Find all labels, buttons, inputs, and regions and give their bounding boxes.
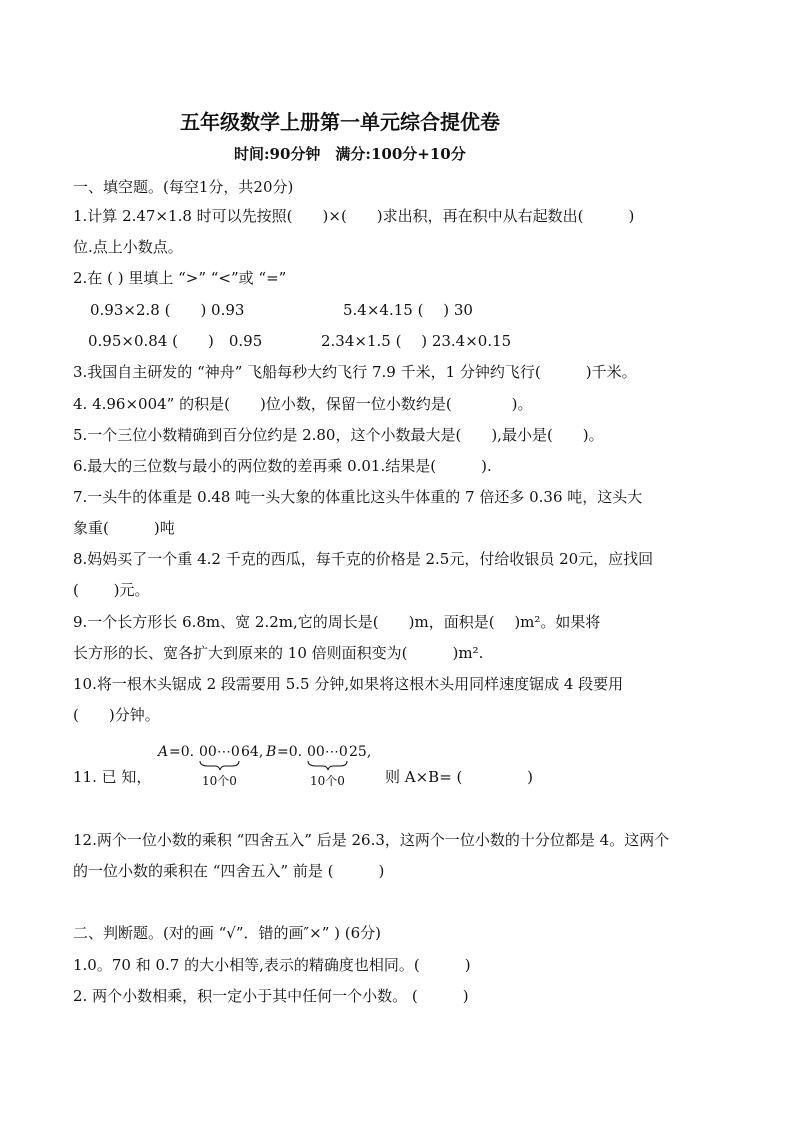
exam-time-score: 时间:90分钟 满分:100分+10分 [234,145,466,163]
question-12-line-2: 的一位小数的乘积在 “四舍五入” 前是 ( ) [73,862,385,880]
formula-a-eq: =0. [169,744,195,760]
judgement-2: 2. 两个小数相乘，积一定小于其中任何一个小数。 ( ) [73,987,469,1005]
question-8-line-1: 8.妈妈买了一个重 4.2 千克的西瓜，每千克的价格是 2.5元，付给收银员 20元，应找回 [73,550,654,568]
question-2-item-b: 5.4×4.15 ( ) 30 [343,301,473,319]
formula-b-label: B [266,744,277,760]
question-10-line-2: ( )分钟。 [73,706,160,724]
formula-b-eq: =0. [277,744,303,760]
question-8-line-2: ( )元。 [73,581,150,599]
formula-b-underbrace [308,761,347,770]
question-7-line-2: 象重( )吨 [73,519,175,537]
judgement-1: 1.0。70 和 0.7 的大小相等,表示的精确度也相同。( ) [73,956,471,974]
question-6: 6.最大的三位数与最小的两位数的差再乘 0.01.结果是( ). [73,457,492,475]
question-7-line-1: 7.一头牛的体重是 0.48 吨一头大象的体重比这头牛体重的 7 倍还多 0.36 吨，这头大 [73,488,643,506]
question-9-line-2: 长方形的长、宽各扩大到原来的 10 倍则面积变为( )m². [73,644,484,662]
formula-a-underbrace [200,761,239,770]
question-11-suffix: 则 A×B= ( ) [385,768,534,786]
question-2-item-d: 2.34×1.5 ( ) 23.4×0.15 [321,332,512,350]
question-3: 3.我国自主研发的 “神舟” 飞船每秒大约飞行 7.9 千米，1 分钟约飞行( )千米。 [73,363,637,381]
section-1-heading: 一、填空题。(每空1分，共20分) [73,178,294,196]
question-2-line-1: 2.在 ( ) 里填上 “>” “<”或 “=” [73,269,287,287]
question-5: 5.一个三位小数精确到百分位约是 2.80，这个小数最大是( ),最小是( )。 [73,426,604,444]
question-9-line-1: 9.一个长方形长 6.8m、宽 2.2m,它的周长是( )m，面积是( )m²。如果将 [73,613,601,631]
exam-title: 五年级数学上册第一单元综合提优卷 [180,110,500,134]
question-11-formula [158,740,398,792]
section-2-heading: 二、判断题。(对的画 “√”．错的画″×” ) (6分) [73,924,381,942]
question-4: 4. 4.96×004” 的积是( )位小数，保留一位小数约是( )。 [73,395,533,413]
formula-a-zeros: 00⋯0 [199,744,240,760]
formula-a-under-label: 10个0 [202,774,237,788]
formula-b-tail: 25, [349,744,372,760]
question-11-prefix: 11. 已 知， [73,768,152,786]
question-2-item-c: 0.95×0.84 ( ) 0.95 [88,332,263,350]
formula-b-zeros: 00⋯0 [307,744,348,760]
formula-b-under-label: 10个0 [310,774,345,788]
question-2-item-a: 0.93×2.8 ( ) 0.93 [90,301,245,319]
question-10-line-1: 10.将一根木头锯成 2 段需要用 5.5 分钟,如果将这根木头用同样速度锯成 4 段要用 [73,675,624,693]
question-1-line-2: 位.点上小数点。 [73,238,183,256]
formula-a-label: A [158,744,169,760]
question-12-line-1: 12.两个一位小数的乘积 “四舍五入” 后是 26.3，这两个一位小数的十分位都是 4。这两个 [73,831,670,849]
question-1-line-1: 1.计算 2.47×1.8 时可以先按照( )×( )求出积，再在积中从右起数出( ) [73,207,635,225]
formula-a-tail: 64, [241,744,264,760]
